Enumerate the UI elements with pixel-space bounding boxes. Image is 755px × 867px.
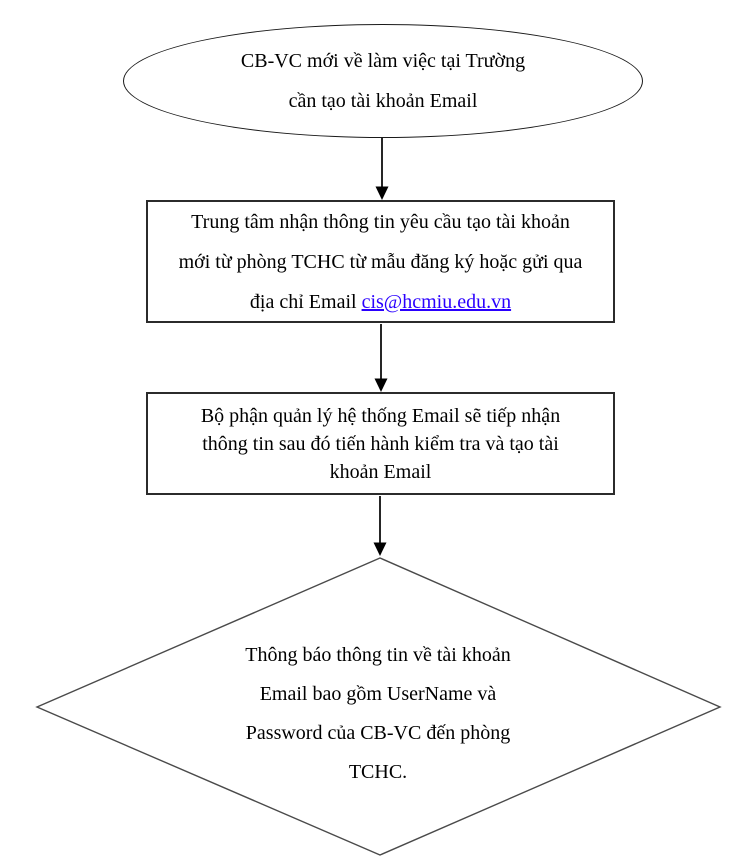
process-box-line1: Bộ phận quản lý hệ thống Email sẽ tiếp nhận (200, 404, 561, 427)
start-ellipse-line1: CB-VC mới về làm việc tại Trường (240, 50, 526, 72)
arrowhead-down-icon (374, 543, 387, 557)
process-box-line3: khoản Email (329, 460, 432, 483)
arrow-box1-to-box2 (375, 324, 388, 392)
notify-diamond-line4: TCHC. (348, 761, 408, 783)
arrow-ellipse-to-box1 (376, 137, 389, 200)
arrowhead-down-icon (376, 187, 389, 201)
receive-box-line3-prefix: địa chỉ Email (249, 290, 362, 313)
start-ellipse (123, 24, 643, 138)
receive-request-box (146, 200, 615, 323)
notify-diamond-line3: Password của CB-VC đến phòng (245, 722, 511, 744)
process-box-line2: thông tin sau đó tiến hành kiểm tra và tạo tài (202, 432, 559, 455)
process-check-box (146, 392, 615, 495)
start-ellipse-line2: cần tạo tài khoản Email (288, 90, 478, 112)
arrowhead-down-icon (375, 379, 388, 393)
receive-box-line1: Trung tâm nhận thông tin yêu cầu tạo tài khoản (191, 210, 570, 233)
notify-diamond-line2: Email bao gồm UserName và (259, 683, 497, 705)
email-link[interactable]: cis@hcmiu.edu.vn (361, 290, 512, 313)
notify-diamond-text (78, 636, 678, 792)
notify-diamond-line1: Thông báo thông tin về tài khoản (245, 644, 511, 666)
receive-box-line3 (250, 282, 511, 322)
arrow-box2-to-diamond (374, 496, 387, 556)
receive-box-line2: mới từ phòng TCHC từ mẫu đăng ký hoặc gửi qua (178, 250, 583, 273)
